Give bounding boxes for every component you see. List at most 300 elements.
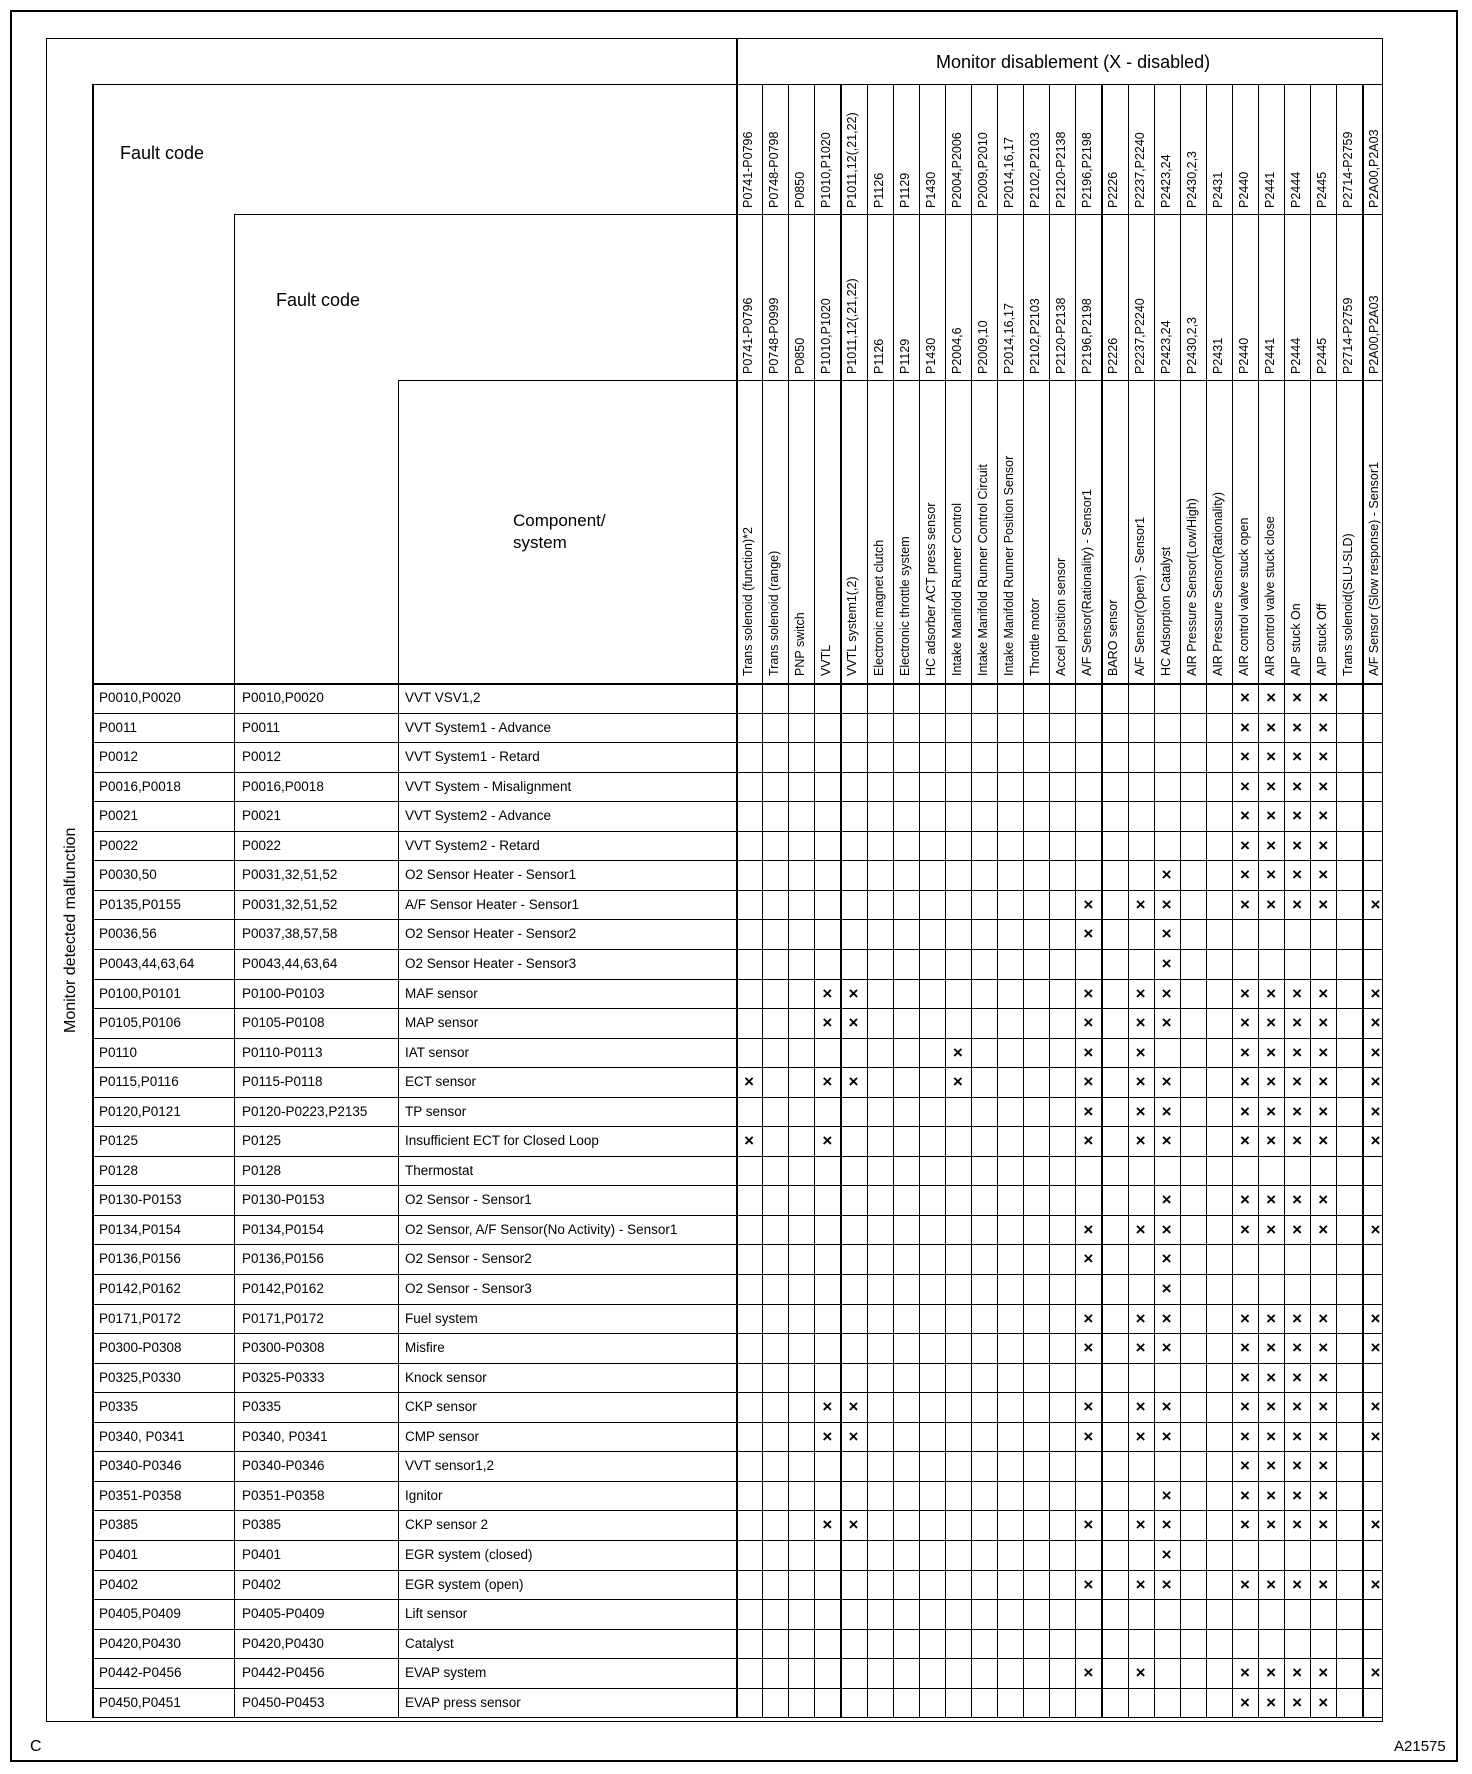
column-code-inner: P2423,24 [1158, 320, 1173, 374]
disabled-x-mark: × [1318, 1485, 1329, 1505]
disabled-x-mark: × [1083, 1013, 1094, 1033]
disabled-x-mark: × [1318, 717, 1329, 737]
disabled-x-mark: × [1266, 1663, 1277, 1683]
column-divider [893, 84, 894, 1717]
row-divider [92, 1215, 1382, 1216]
disabled-x-mark: × [1266, 1367, 1277, 1387]
column-component-name: A/F Sensor (Slow response) - Sensor1 [1367, 462, 1382, 676]
disabled-x-mark: × [822, 983, 833, 1003]
disabled-x-mark: × [1135, 1042, 1146, 1062]
row-component: A/F Sensor Heater - Sensor1 [405, 896, 580, 912]
disabled-x-mark: × [1239, 1574, 1250, 1594]
row-fault-code-outer: P0036,56 [99, 926, 157, 942]
fault-code-inner-header: Fault code [276, 290, 361, 310]
disabled-x-mark: × [1318, 1190, 1329, 1210]
disabled-x-mark: × [1266, 688, 1277, 707]
column-code-inner: P2444 [1289, 337, 1304, 374]
disabled-x-mark: × [1292, 776, 1303, 796]
disabled-x-mark: × [1239, 1308, 1250, 1328]
row-fault-code-inner: P0335 [242, 1399, 282, 1415]
disabled-x-mark: × [1161, 1308, 1172, 1328]
disabled-x-mark: × [1292, 806, 1303, 826]
row-fault-code-inner: P0110-P0113 [242, 1044, 323, 1060]
row-fault-code-inner: P0171,P0172 [242, 1310, 324, 1326]
row-component: O2 Sensor - Sensor1 [405, 1192, 532, 1208]
disabled-x-mark: × [822, 1072, 833, 1092]
row-divider [92, 1629, 1382, 1630]
disabled-x-mark: × [1239, 688, 1250, 707]
disabled-x-mark: × [1318, 1456, 1329, 1476]
column-component-name: Intake Manifold Runner Control [949, 502, 964, 676]
disabled-x-mark: × [1318, 865, 1329, 885]
fault-code-outer-top-border [92, 84, 736, 85]
disabled-x-mark: × [1083, 1131, 1094, 1151]
disabled-x-mark: × [1239, 1042, 1250, 1062]
column-code-outer: P1011,12(,21,22) [845, 112, 860, 208]
row-divider [92, 1540, 1382, 1541]
disabled-x-mark: × [1292, 1131, 1303, 1151]
disabled-x-mark: × [822, 1131, 833, 1151]
column-code-outer: P2004,P2006 [949, 132, 964, 208]
row-divider [92, 1274, 1382, 1275]
disabled-x-mark: × [1161, 1131, 1172, 1151]
column-divider [1101, 84, 1102, 1717]
column-code-outer: P0748-P0798 [767, 131, 782, 208]
disabled-x-mark: × [1239, 865, 1250, 885]
column-component-name: AIR control valve stuck open [1236, 517, 1251, 676]
disabled-x-mark: × [1292, 1013, 1303, 1033]
column-component-name: HC adsorber ACT press sensor [923, 502, 938, 676]
column-component-name: Intake Manifold Runner Control Circuit [975, 464, 990, 676]
column-code-inner: P2441 [1263, 337, 1277, 374]
disabled-x-mark: × [1370, 1426, 1381, 1446]
row-fault-code-inner: P0021 [242, 808, 282, 824]
disabled-x-mark: × [1318, 776, 1329, 796]
disabled-x-mark: × [1239, 1338, 1250, 1358]
disabled-x-mark: × [1292, 1042, 1303, 1062]
row-fault-code-outer: P0021 [99, 808, 139, 824]
column-code-outer: P2196,P2198 [1080, 132, 1095, 208]
disabled-x-mark: × [1239, 1692, 1250, 1712]
row-fault-code-inner: P0115-P0118 [242, 1074, 323, 1090]
disabled-x-mark: × [1318, 1663, 1329, 1683]
row-component: Thermostat [405, 1162, 474, 1178]
disabled-x-mark: × [1266, 835, 1277, 855]
row-fault-code-inner: P0420,P0430 [242, 1635, 324, 1651]
row-fault-code-inner: P0128 [242, 1162, 282, 1178]
disabled-x-mark: × [1370, 1013, 1381, 1033]
disabled-x-mark: × [1370, 1131, 1381, 1151]
row-divider [92, 713, 1382, 714]
column-code-inner: P2226 [1106, 337, 1121, 374]
disabled-x-mark: × [822, 1515, 833, 1535]
fault-code-inner-left-border [234, 214, 235, 1717]
row-component: VVT System - Misalignment [405, 778, 572, 794]
row-fault-code-outer: P0340-P0346 [99, 1458, 182, 1474]
disabled-x-mark: × [1239, 717, 1250, 737]
column-component-name: A/F Sensor(Open) - Sensor1 [1132, 516, 1147, 676]
disabled-x-mark: × [1292, 1485, 1303, 1505]
disabled-x-mark: × [1292, 1663, 1303, 1683]
disabled-x-mark: × [1135, 1131, 1146, 1151]
component-left-border [398, 380, 399, 1717]
row-component: O2 Sensor - Sensor2 [405, 1251, 532, 1267]
row-fault-code-inner: P0100-P0103 [242, 985, 325, 1001]
disabled-x-mark: × [1318, 688, 1329, 707]
row-fault-code-inner: P0402 [242, 1576, 282, 1592]
row-component: MAP sensor [405, 1015, 479, 1031]
column-code-outer: P2120-P2138 [1054, 131, 1069, 208]
disabled-x-mark: × [1083, 1574, 1094, 1594]
disabled-x-mark: × [1083, 1219, 1094, 1239]
row-fault-code-outer: P0125 [99, 1133, 139, 1149]
disabled-x-mark: × [1318, 835, 1329, 855]
disabled-x-mark: × [1318, 1072, 1329, 1092]
disabled-x-mark: × [1239, 1456, 1250, 1476]
component-top-border [398, 380, 736, 381]
disabled-x-mark: × [744, 1072, 755, 1092]
row-fault-code-outer: P0385 [99, 1517, 139, 1533]
column-component-name: VVTL [819, 644, 834, 676]
row-fault-code-inner: P0142,P0162 [242, 1281, 324, 1296]
disabled-x-mark: × [1135, 1308, 1146, 1328]
column-code-inner: P2102,P2103 [1028, 298, 1043, 374]
column-code-inner: P1129 [897, 338, 912, 374]
disabled-x-mark: × [1135, 1663, 1146, 1683]
disabled-x-mark: × [1292, 1397, 1303, 1417]
column-code-inner: P1011,12(,21,22) [845, 278, 860, 374]
row-divider [92, 919, 1382, 920]
row-component: Insufficient ECT for Closed Loop [405, 1133, 599, 1149]
row-fault-code-inner: P0120-P0223,P2135 [242, 1103, 368, 1119]
disabled-x-mark: × [1266, 1515, 1277, 1535]
disabled-x-mark: × [1370, 1308, 1381, 1328]
column-component-name: BARO sensor [1106, 599, 1121, 676]
column-code-outer: P1010,P1020 [819, 132, 834, 208]
column-divider [1336, 84, 1337, 1717]
corner-letter: C [30, 1738, 42, 1755]
figure-id: A21575 [1394, 1738, 1446, 1755]
row-fault-code-inner: P0043,44,63,64 [242, 955, 338, 971]
column-code-outer: P1129 [897, 172, 912, 208]
row-fault-code-inner: P0134,P0154 [242, 1221, 324, 1237]
column-code-outer: P1430 [923, 171, 938, 208]
disabled-x-mark: × [1292, 1515, 1303, 1535]
disabled-x-mark: × [1161, 1072, 1172, 1092]
disabled-x-mark: × [1370, 983, 1381, 1003]
monitor-header-rule [736, 84, 1382, 85]
column-component-name: Throttle motor [1028, 598, 1043, 676]
row-component: VVT sensor1,2 [405, 1458, 495, 1474]
row-fault-code-outer: P0340, P0341 [99, 1428, 185, 1444]
disabled-x-mark: × [1370, 1574, 1381, 1594]
row-divider [92, 1422, 1382, 1423]
disabled-x-mark: × [1239, 1072, 1250, 1092]
row-fault-code-outer: P0135,P0155 [99, 896, 181, 912]
disabled-x-mark: × [848, 983, 859, 1003]
column-code-outer: P2014,16,17 [1002, 137, 1016, 208]
disabled-x-mark: × [1161, 1574, 1172, 1594]
row-fault-code-outer: P0335 [99, 1399, 139, 1415]
column-component-name: AIP stuck On [1289, 603, 1304, 676]
row-divider [92, 801, 1382, 802]
disabled-x-mark: × [1318, 1515, 1329, 1535]
column-code-outer: P2440 [1236, 171, 1251, 208]
disabled-x-mark: × [1266, 1308, 1277, 1328]
disabled-x-mark: × [1292, 1692, 1303, 1712]
row-divider [92, 860, 1382, 861]
disabled-x-mark: × [822, 1426, 833, 1446]
column-code-outer: P2423,24 [1158, 154, 1173, 208]
disabled-x-mark: × [1083, 1397, 1094, 1417]
column-divider [971, 84, 972, 1717]
column-divider [867, 84, 868, 1717]
monitor-detected-malfunction-label: Monitor detected malfunction [62, 827, 79, 1033]
disabled-x-mark: × [1318, 894, 1329, 914]
disabled-x-mark: × [1135, 1426, 1146, 1446]
disabled-x-mark: × [1161, 1397, 1172, 1417]
disabled-x-mark: × [1370, 894, 1381, 914]
disabled-x-mark: × [1161, 1219, 1172, 1239]
disabled-x-mark: × [1266, 983, 1277, 1003]
disabled-x-mark: × [1266, 1013, 1277, 1033]
disabled-x-mark: × [1318, 1013, 1329, 1033]
disabled-x-mark: × [1083, 894, 1094, 914]
row-fault-code-inner: P0010,P0020 [242, 690, 324, 705]
column-code-inner: P0741-P0796 [741, 297, 755, 374]
disabled-x-mark: × [1161, 865, 1172, 885]
row-fault-code-outer: P0128 [99, 1162, 139, 1178]
row-component: O2 Sensor Heater - Sensor1 [405, 867, 577, 883]
disabled-x-mark: × [1239, 894, 1250, 914]
name-row-rule [736, 380, 1382, 381]
column-divider [1049, 84, 1050, 1717]
row-fault-code-inner: P0105-P0108 [242, 1015, 325, 1031]
disabled-x-mark: × [1083, 1249, 1094, 1269]
row-component: Misfire [405, 1340, 445, 1356]
row-fault-code-inner: P0031,32,51,52 [242, 896, 338, 912]
row-fault-code-outer: P0022 [99, 837, 139, 853]
disabled-x-mark: × [1135, 983, 1146, 1003]
row-fault-code-inner: P0325-P0333 [242, 1369, 325, 1385]
row-fault-code-inner: P0340, P0341 [242, 1428, 328, 1444]
disabled-x-mark: × [1266, 1456, 1277, 1476]
column-component-name: Intake Manifold Runner Position Sensor [1002, 455, 1016, 676]
disabled-x-mark: × [1370, 1101, 1381, 1121]
column-component-name: VVTL system1(,2) [845, 576, 860, 676]
monitor-columns-left-border [736, 38, 738, 1717]
column-divider [840, 84, 841, 1717]
column-code-inner: P2A00,P2A03 [1367, 295, 1382, 374]
row-component: CMP sensor [405, 1428, 480, 1444]
disabled-x-mark: × [1083, 1101, 1094, 1121]
disabled-x-mark: × [1318, 1042, 1329, 1062]
row-divider [92, 1185, 1382, 1186]
disabled-x-mark: × [1083, 1338, 1094, 1358]
disabled-x-mark: × [1266, 865, 1277, 885]
row-fault-code-outer: P0136,P0156 [99, 1251, 181, 1267]
column-code-inner: P2430,2,3 [1184, 317, 1199, 374]
row-fault-code-outer: P0043,44,63,64 [99, 955, 195, 971]
disabled-x-mark: × [1370, 1072, 1381, 1092]
disabled-x-mark: × [1370, 1397, 1381, 1417]
disabled-x-mark: × [1370, 1515, 1381, 1535]
column-code-inner: P0748-P0999 [767, 297, 782, 374]
disabled-x-mark: × [1083, 924, 1094, 944]
disabled-x-mark: × [822, 1397, 833, 1417]
disabled-x-mark: × [1083, 1515, 1094, 1535]
disabled-x-mark: × [1161, 1485, 1172, 1505]
row-fault-code-outer: P0325,P0330 [99, 1369, 181, 1385]
row-divider [92, 1363, 1382, 1364]
column-code-outer: P2430,2,3 [1184, 151, 1199, 208]
disabled-x-mark: × [1266, 1485, 1277, 1505]
disabled-x-mark: × [1161, 1013, 1172, 1033]
column-component-name: Accel position sensor [1054, 557, 1069, 676]
row-component: O2 Sensor Heater - Sensor2 [405, 926, 577, 942]
column-code-outer: P2102,P2103 [1028, 132, 1043, 208]
disabled-x-mark: × [848, 1515, 859, 1535]
disabled-x-mark: × [1083, 1663, 1094, 1683]
disabled-x-mark: × [1266, 1219, 1277, 1239]
disabled-x-mark: × [1318, 1574, 1329, 1594]
disabled-x-mark: × [1266, 1426, 1277, 1446]
column-code-inner: P2009,10 [975, 320, 990, 374]
row-divider [92, 1451, 1382, 1452]
disabled-x-mark: × [1318, 1219, 1329, 1239]
row-fault-code-inner: P0012 [242, 749, 282, 765]
disabled-x-mark: × [744, 1131, 755, 1151]
disabled-x-mark: × [1318, 1338, 1329, 1358]
row-fault-code-inner: P0022 [242, 837, 282, 853]
disabled-x-mark: × [1083, 1042, 1094, 1062]
row-divider [92, 979, 1382, 980]
disabled-x-mark: × [1266, 1101, 1277, 1121]
row-fault-code-inner: P0300-P0308 [242, 1340, 325, 1356]
row-divider [92, 683, 1382, 685]
fault-code-outer-header: Fault code [120, 143, 205, 163]
disabled-x-mark: × [1266, 1692, 1277, 1712]
row-fault-code-outer: P0130-P0153 [99, 1192, 182, 1208]
disabled-x-mark: × [1239, 747, 1250, 767]
disabled-x-mark: × [1370, 1219, 1381, 1239]
disabled-x-mark: × [1292, 1426, 1303, 1446]
disabled-x-mark: × [1239, 776, 1250, 796]
disabled-x-mark: × [1239, 1426, 1250, 1446]
disabled-x-mark: × [1292, 894, 1303, 914]
row-fault-code-inner: P0136,P0156 [242, 1251, 324, 1267]
disabled-x-mark: × [1135, 1219, 1146, 1239]
disabled-x-mark: × [1135, 894, 1146, 914]
row-fault-code-inner: P0401 [242, 1546, 282, 1562]
column-code-inner: P2714-P2759 [1341, 297, 1356, 374]
row-divider [92, 1038, 1382, 1039]
column-divider [1180, 84, 1181, 1717]
disabled-x-mark: × [1135, 1338, 1146, 1358]
row-component: Ignitor [405, 1487, 443, 1503]
column-code-inner: P2014,16,17 [1002, 303, 1016, 374]
row-fault-code-outer: P0012 [99, 749, 139, 765]
row-divider [92, 949, 1382, 950]
row-fault-code-inner: P0016,P0018 [242, 778, 324, 794]
disabled-x-mark: × [1318, 806, 1329, 826]
disabled-x-mark: × [1292, 1338, 1303, 1358]
row-divider [92, 1304, 1382, 1305]
row-fault-code-outer: P0351-P0358 [99, 1487, 182, 1503]
disabled-x-mark: × [1161, 1544, 1172, 1564]
disabled-x-mark: × [1161, 924, 1172, 944]
disabled-x-mark: × [1318, 983, 1329, 1003]
row-fault-code-outer: P0405,P0409 [99, 1606, 181, 1622]
disabled-x-mark: × [1292, 1308, 1303, 1328]
row-component: TP sensor [405, 1103, 467, 1119]
column-divider [762, 84, 763, 1717]
column-code-inner: P1430 [923, 337, 938, 374]
disabled-x-mark: × [1135, 1574, 1146, 1594]
disabled-x-mark: × [848, 1072, 859, 1092]
column-code-inner: P1126 [871, 338, 886, 374]
row-divider [92, 1097, 1382, 1098]
disabled-x-mark: × [1318, 747, 1329, 767]
disabled-x-mark: × [1266, 806, 1277, 826]
disabled-x-mark: × [1135, 1072, 1146, 1092]
disabled-x-mark: × [1266, 1574, 1277, 1594]
disabled-x-mark: × [1161, 1279, 1172, 1298]
disabled-x-mark: × [1292, 1367, 1303, 1387]
column-divider [1206, 84, 1207, 1717]
fault-code-outer-left-border [92, 84, 94, 1717]
row-divider [92, 1244, 1382, 1245]
disabled-x-mark: × [1266, 1072, 1277, 1092]
column-component-name: Trans solenoid(SLU-SLD) [1341, 533, 1356, 676]
row-component: EVAP press sensor [405, 1694, 521, 1710]
column-component-name: PNP switch [793, 612, 808, 676]
column-divider [788, 84, 789, 1717]
row-fault-code-inner: P0450-P0453 [242, 1694, 325, 1710]
row-fault-code-outer: P0030,50 [99, 867, 157, 883]
row-divider [92, 1717, 1382, 1718]
column-code-outer: P2009,P2010 [975, 132, 990, 208]
column-code-outer: P2226 [1106, 171, 1121, 208]
disabled-x-mark: × [848, 1426, 859, 1446]
fault-code-inner-top-border [234, 214, 736, 215]
disabled-x-mark: × [1370, 1042, 1381, 1062]
row-divider [92, 1392, 1382, 1393]
row-fault-code-inner: P0405-P0409 [242, 1606, 325, 1622]
row-component: VVT System1 - Retard [405, 749, 540, 765]
column-divider [945, 84, 946, 1717]
row-fault-code-outer: P0402 [99, 1576, 139, 1592]
component-system-header: Component/ system [513, 511, 606, 552]
row-component: CKP sensor 2 [405, 1517, 489, 1533]
disabled-x-mark: × [1318, 1367, 1329, 1387]
row-component: VVT System2 - Advance [405, 808, 552, 824]
column-component-name: Electronic magnet clutch [871, 539, 886, 676]
disabled-x-mark: × [1161, 983, 1172, 1003]
row-component: O2 Sensor Heater - Sensor3 [405, 955, 577, 971]
disabled-x-mark: × [1292, 1101, 1303, 1121]
column-code-inner: P2196,P2198 [1080, 298, 1095, 374]
disabled-x-mark: × [1266, 776, 1277, 796]
disabled-x-mark: × [1292, 1190, 1303, 1210]
row-component: MAF sensor [405, 985, 478, 1001]
column-divider [1023, 84, 1024, 1717]
row-component: EGR system (closed) [405, 1546, 533, 1562]
disabled-x-mark: × [1266, 894, 1277, 914]
disabled-x-mark: × [822, 1013, 833, 1033]
row-fault-code-inner: P0037,38,57,58 [242, 926, 338, 942]
column-code-inner: P0850 [793, 337, 808, 374]
